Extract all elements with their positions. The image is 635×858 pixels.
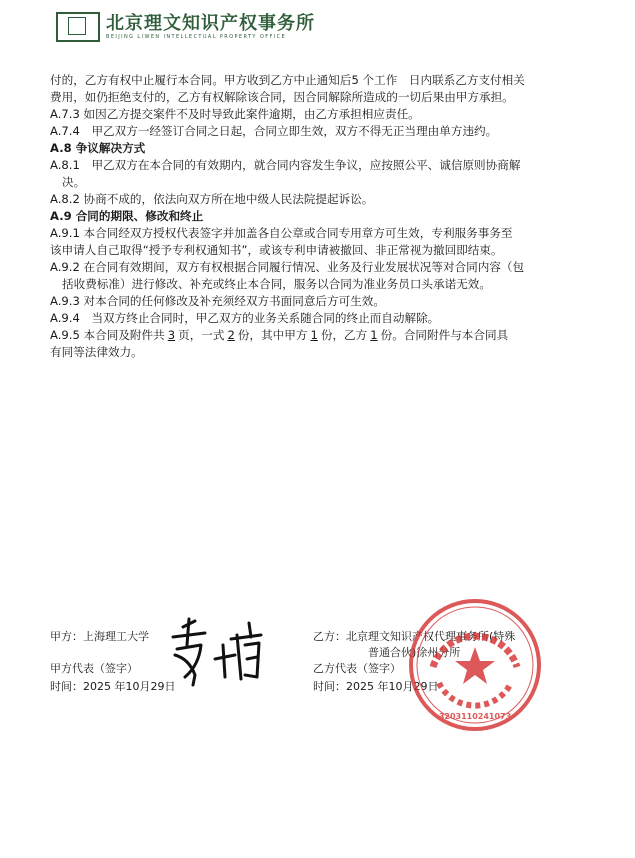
party-a-name: 甲方：上海理工大学	[50, 630, 149, 643]
party-a-copies: 1	[310, 328, 318, 342]
party-b-date: 时间：2025 年10月29日	[313, 680, 439, 693]
party-b-rep-label: 乙方代表（签字）	[313, 662, 401, 675]
company-logo	[56, 12, 315, 42]
clause-a95: A.9.5 本合同及附件共 3 页，一式 2 份，其中甲方 1 份，乙方 1 份。合同附件与本合同具	[50, 328, 509, 342]
clause-a91: A.9.1 本合同经双方授权代表签字并加盖各自公章或合同专用章方可生效，专利服务事务至	[50, 226, 513, 240]
logo-mark-icon	[56, 12, 100, 42]
copy-count: 2	[227, 328, 235, 342]
clause-a81-cont: 决。	[62, 175, 86, 189]
paragraph: 费用，如仍拒绝支付的，乙方有权解除该合同，因合同解除所造成的一切后果由甲方承担。	[50, 90, 514, 104]
party-b-name-line2: 普通合伙)徐州分所	[368, 646, 461, 659]
clause-a92-cont: 括收费标准）进行修改、补充或终止本合同，服务以合同为准业务员口头承诺无效。	[62, 277, 491, 291]
clause-a74: A.7.4 甲乙双方一经签订合同之日起，合同立即生效，双方不得无正当理由单方违约。	[50, 124, 498, 138]
clause-a91-cont: 该申请人自己取得“授予专利权通知书”，或该专利申请被撤回、非正常视为撤回即结束。	[50, 243, 503, 257]
clause-a93: A.9.3 对本合同的任何修改及补充须经双方书面同意后方可生效。	[50, 294, 385, 308]
section-heading-a9: A.9 合同的期限、修改和终止	[50, 209, 204, 223]
contract-body	[50, 72, 590, 361]
clause-a92: A.9.2 在合同有效期间，双方有权根据合同履行情况、业务及行业发展状况等对合同内容（包	[50, 260, 525, 274]
clause-a82: A.8.2 协商不成的，依法向双方所在地中级人民法院提起诉讼。	[50, 192, 374, 206]
party-a-rep-label: 甲方代表（签字）	[50, 662, 138, 675]
seal-number: 3203110241073	[438, 712, 512, 721]
paragraph: 付的，乙方有权中止履行本合同。甲方收到乙方中止通知后5 个工作 日内联系乙方支付相关	[50, 73, 525, 87]
clause-a81: A.8.1 甲乙双方在本合同的有效期内，就合同内容发生争议，应按照公平、诚信原则协商解	[50, 158, 521, 172]
section-heading-a8: A.8 争议解决方式	[50, 141, 146, 155]
page-count: 3	[167, 328, 176, 342]
party-b-copies: 1	[370, 328, 378, 342]
company-seal-stamp	[405, 595, 545, 735]
party-b-name-line1: 乙方：北京理文知识产权代理事务所(特殊	[313, 630, 516, 643]
clause-a95-cont: 有同等法律效力。	[50, 345, 143, 359]
logo-english-name: BEIJING LIWEN INTELLECTUAL PROPERTY OFFICE	[106, 33, 287, 40]
logo-chinese-name: 北京理文知识产权事务所	[106, 12, 315, 34]
clause-a73: A.7.3 如因乙方提交案件不及时导致此案件逾期，由乙方承担相应责任。	[50, 107, 420, 121]
handwritten-signature	[165, 615, 275, 690]
clause-a94: A.9.4 当双方终止合同时，甲乙双方的业务关系随合同的终止而自动解除。	[50, 311, 440, 325]
party-a-date: 时间：2025 年10月29日	[50, 680, 176, 693]
